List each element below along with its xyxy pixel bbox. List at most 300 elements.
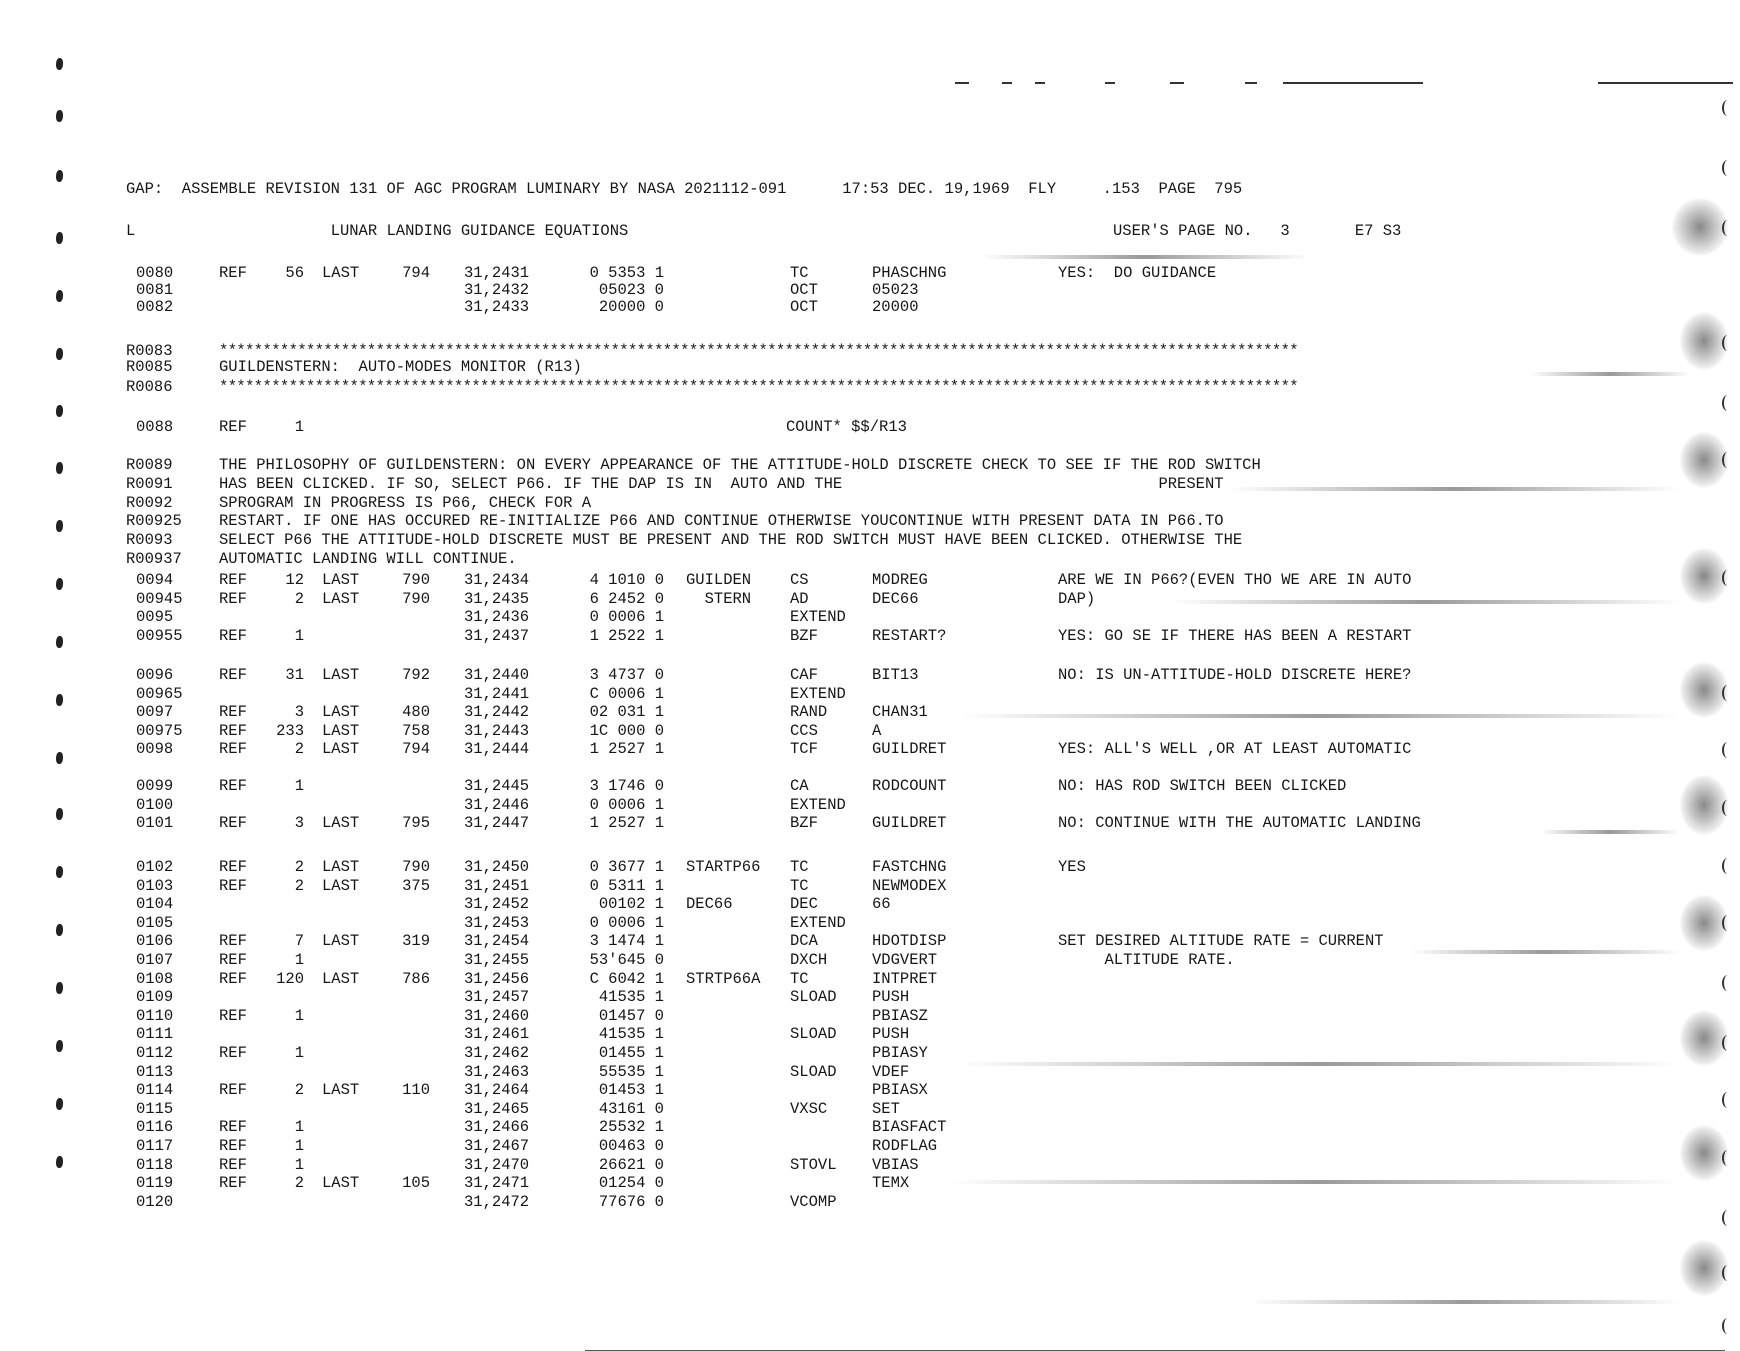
users-page-number: USER'S PAGE NO. 3 E7 S3 <box>1113 222 1402 240</box>
operand: HDOTDISP <box>872 932 947 951</box>
scan-smudge <box>1250 1300 1680 1304</box>
ref-label: REF <box>219 721 247 740</box>
address: 31,2463 <box>464 1062 530 1081</box>
ref-label: REF <box>219 1155 247 1174</box>
opcode: VXSC <box>790 1099 828 1118</box>
ref-label: REF <box>219 626 247 645</box>
octal-value: 1 2522 1 <box>589 626 664 645</box>
comment: YES: ALL'S WELL ,OR AT LEAST AUTOMATIC <box>1058 740 1412 758</box>
address: 31,2450 <box>464 858 530 876</box>
scan-smudge <box>980 255 1310 259</box>
seq-number: 0096 <box>136 666 174 684</box>
ref-count: 3 <box>294 814 304 832</box>
operand: CHAN31 <box>872 703 928 721</box>
opcode: OCT <box>790 281 818 299</box>
section-header <box>126 222 628 240</box>
opcode: EXTEND <box>790 608 846 626</box>
ref-count: 1 <box>294 418 304 436</box>
ref-label: REF <box>219 264 247 282</box>
octal-value: 0 3677 1 <box>589 858 664 876</box>
octal-value: 01455 1 <box>598 1044 664 1062</box>
seq-number: 0108 <box>136 969 174 988</box>
last-label: LAST <box>322 589 360 608</box>
octal-value: 1C 000 0 <box>589 721 664 740</box>
ref-count: 1 <box>294 1137 304 1155</box>
binder-hole-mark <box>56 462 63 474</box>
comment-text: SELECT P66 THE ATTITUDE-HOLD DISCRETE MUST BE PRESENT AND THE ROD SWITCH MUST HAVE BEEN CLICKED. OTHERWISE THE <box>219 531 1243 550</box>
scan-smudge <box>950 1180 1680 1184</box>
last-page: 375 <box>402 876 430 895</box>
seq-number: 0119 <box>136 1174 174 1193</box>
edge-mark <box>1722 160 1733 176</box>
opcode: SLOAD <box>790 988 837 1007</box>
ref-count: 2 <box>294 858 304 876</box>
seq-number: R0086 <box>126 378 173 396</box>
seq-number: 0113 <box>136 1062 174 1081</box>
section-title: LUNAR LANDING GUIDANCE EQUATIONS <box>330 222 629 240</box>
ref-label: REF <box>219 876 247 895</box>
binder-hole-mark <box>56 405 63 417</box>
opcode: TC <box>790 969 809 988</box>
seq-number: 0097 <box>136 703 174 721</box>
octal-value: 01453 1 <box>598 1081 664 1100</box>
ref-label: REF <box>219 1081 247 1100</box>
symbol-label: GUILDEN <box>686 571 752 589</box>
octal-value: 1 2527 1 <box>589 814 664 832</box>
listing-header: GAP: ASSEMBLE REVISION 131 OF AGC PROGRAM LUMINARY BY NASA 2021112-091 17:53 DEC. 19,1969 FLY .153 PAGE 795 <box>126 180 1243 198</box>
operand: VDGVERT <box>872 951 938 969</box>
operand: FASTCHNG <box>872 858 947 876</box>
address: 31,2456 <box>464 969 530 988</box>
opcode: TCF <box>790 740 818 758</box>
seq-number: 0115 <box>136 1099 174 1118</box>
last-page: 480 <box>402 703 430 721</box>
opcode: TC <box>790 858 809 876</box>
seq-number: 0116 <box>136 1118 174 1137</box>
seq-number: 0107 <box>136 951 174 969</box>
opcode: TC <box>790 876 809 895</box>
ref-count: 1 <box>294 951 304 969</box>
octal-value: 01254 0 <box>598 1174 664 1193</box>
ref-label: REF <box>219 740 247 758</box>
octal-value: 41535 1 <box>598 1025 664 1044</box>
scan-blot <box>1680 775 1728 835</box>
operand: GUILDRET <box>872 740 947 758</box>
comment: ARE WE IN P66?(EVEN THO WE ARE IN AUTO <box>1058 571 1412 589</box>
opcode: AD <box>790 589 809 608</box>
scan-blot <box>1680 548 1728 604</box>
comment: ALTITUDE RATE. <box>1058 951 1235 969</box>
operand: RESTART? <box>872 626 947 645</box>
binder-hole-mark <box>56 170 63 182</box>
edge-mark <box>1722 742 1733 758</box>
seq-number: 0102 <box>136 858 174 876</box>
ref-label: REF <box>219 589 247 608</box>
opcode: DXCH <box>790 951 828 969</box>
ref-count: 1 <box>294 626 304 645</box>
binder-hole-mark <box>56 348 63 360</box>
last-page: 790 <box>402 571 430 589</box>
octal-value: 53'645 0 <box>589 951 664 969</box>
last-page: 110 <box>402 1081 430 1100</box>
opcode: DEC <box>790 895 818 914</box>
comment-text: HAS BEEN CLICKED. IF SO, SELECT P66. IF THE DAP IS IN AUTO AND THE PRESENT <box>219 474 1224 493</box>
address: 31,2442 <box>464 703 530 721</box>
scan-smudge <box>1170 600 1680 604</box>
binder-hole-mark <box>56 1098 63 1110</box>
comment: SET DESIRED ALTITUDE RATE = CURRENT <box>1058 932 1384 951</box>
count-directive: COUNT* $$/R13 <box>786 418 907 436</box>
last-label: LAST <box>322 1174 360 1193</box>
seq-number: 00955 <box>136 626 183 645</box>
seq-number: 0117 <box>136 1137 174 1155</box>
seq-number: R00925 <box>126 512 182 531</box>
top-dash <box>1283 82 1423 84</box>
octal-value: 26621 0 <box>598 1155 664 1174</box>
opcode: CAF <box>790 666 818 684</box>
scan-smudge <box>1530 372 1690 376</box>
comment: YES <box>1058 858 1086 876</box>
octal-value: 0 5311 1 <box>589 876 664 895</box>
seq-number: 0111 <box>136 1025 174 1044</box>
octal-value: 3 4737 0 <box>589 666 664 684</box>
comment-text: RESTART. IF ONE HAS OCCURED RE-INITIALIZE P66 AND CONTINUE OTHERWISE YOUCONTINUE WITH PRESENT DATA IN P66.TO <box>219 512 1224 531</box>
last-label: LAST <box>322 703 360 721</box>
octal-value: 0 0006 1 <box>589 913 664 932</box>
octal-value: 0 5353 1 <box>589 264 664 282</box>
opcode: EXTEND <box>790 795 846 814</box>
address: 31,2454 <box>464 932 530 951</box>
octal-value: 6 2452 0 <box>589 589 664 608</box>
operand: MODREG <box>872 571 928 589</box>
address: 31,2452 <box>464 895 530 914</box>
ref-count: 1 <box>294 1155 304 1174</box>
operand: 05023 <box>872 281 919 299</box>
last-page: 319 <box>402 932 430 951</box>
octal-value: 00102 1 <box>598 895 664 914</box>
symbol-label: STERN <box>686 589 752 608</box>
seq-number: 0101 <box>136 814 174 832</box>
ref-label: REF <box>219 969 247 988</box>
opcode: RAND <box>790 703 828 721</box>
binder-hole-mark <box>56 1040 63 1052</box>
address: 31,2446 <box>464 795 530 814</box>
opcode: CCS <box>790 721 818 740</box>
opcode: TC <box>790 264 809 282</box>
address: 31,2437 <box>464 626 530 645</box>
octal-value: C 0006 1 <box>589 684 664 703</box>
edge-mark <box>1722 395 1733 411</box>
address: 31,2451 <box>464 876 530 895</box>
seq-number: 0081 <box>136 281 174 299</box>
operand: RODCOUNT <box>872 777 947 795</box>
ref-label: REF <box>219 1174 247 1193</box>
top-dash <box>1002 82 1012 84</box>
last-page: 792 <box>402 666 430 684</box>
opcode: EXTEND <box>790 913 846 932</box>
octal-value: 3 1746 0 <box>589 777 664 795</box>
last-page: 794 <box>402 264 430 282</box>
octal-value: 77676 0 <box>598 1192 664 1211</box>
last-page: 758 <box>402 721 430 740</box>
operand: 20000 <box>872 298 919 316</box>
ref-label: REF <box>219 1044 247 1062</box>
seq-number: R0092 <box>126 493 173 512</box>
last-page: 794 <box>402 740 430 758</box>
operand: PBIASZ <box>872 1006 928 1025</box>
scan-blot <box>1680 312 1728 370</box>
binder-hole-mark <box>56 866 63 878</box>
last-label: LAST <box>322 666 360 684</box>
operand: PBIASX <box>872 1081 928 1100</box>
operand: DEC66 <box>872 589 919 608</box>
seq-number: 0100 <box>136 795 174 814</box>
comment-text: SPROGRAM IN PROGRESS IS P66, CHECK FOR A <box>219 493 592 512</box>
ref-label: REF <box>219 418 247 436</box>
ref-count: 1 <box>294 1118 304 1137</box>
seq-number: R0089 <box>126 456 173 474</box>
opcode: BZF <box>790 814 818 832</box>
ref-label: REF <box>219 951 247 969</box>
seq-number: 0095 <box>136 608 174 626</box>
ref-count: 3 <box>294 703 304 721</box>
top-dash <box>1035 82 1045 84</box>
ref-count: 7 <box>294 932 304 951</box>
address: 31,2441 <box>464 684 530 703</box>
address: 31,2464 <box>464 1081 530 1100</box>
scan-smudge <box>1540 830 1680 834</box>
scan-smudge <box>960 1062 1680 1066</box>
seq-number: 0080 <box>136 264 174 282</box>
address: 31,2471 <box>464 1174 530 1193</box>
seq-number: 0098 <box>136 740 174 758</box>
octal-value: 55535 1 <box>598 1062 664 1081</box>
seq-number: 00975 <box>136 721 183 740</box>
seq-number: 0094 <box>136 571 174 589</box>
operand: PHASCHNG <box>872 264 947 282</box>
scan-blot <box>1672 198 1728 256</box>
edge-mark <box>1722 1092 1733 1108</box>
last-page: 795 <box>402 814 430 832</box>
symbol-label: DEC66 <box>686 895 733 914</box>
ref-label: REF <box>219 1118 247 1137</box>
ref-count: 120 <box>276 969 304 988</box>
operand: BIT13 <box>872 666 919 684</box>
scan-smudge <box>1230 487 1680 491</box>
seq-number: 0112 <box>136 1044 174 1062</box>
address: 31,2440 <box>464 666 530 684</box>
operand: INTPRET <box>872 969 938 988</box>
octal-value: 00463 0 <box>598 1137 664 1155</box>
last-label: LAST <box>322 264 360 282</box>
seq-number: 0104 <box>136 895 174 914</box>
address: 31,2472 <box>464 1192 530 1211</box>
scan-blot <box>1680 1010 1728 1066</box>
ref-label: REF <box>219 814 247 832</box>
address: 31,2465 <box>464 1099 530 1118</box>
ref-count: 2 <box>294 1174 304 1193</box>
address: 31,2434 <box>464 571 530 589</box>
scan-smudge <box>960 714 1680 718</box>
binder-hole-mark <box>56 58 63 70</box>
address: 31,2445 <box>464 777 530 795</box>
operand: VDEF <box>872 1062 910 1081</box>
operand: PUSH <box>872 988 910 1007</box>
operand: SET <box>872 1099 900 1118</box>
top-dash <box>1170 82 1184 84</box>
address: 31,2466 <box>464 1118 530 1137</box>
last-label: LAST <box>322 721 360 740</box>
operand: PBIASY <box>872 1044 928 1062</box>
scan-blot <box>1680 1125 1728 1181</box>
last-page: 790 <box>402 589 430 608</box>
address: 31,2467 <box>464 1137 530 1155</box>
opcode: SLOAD <box>790 1025 837 1044</box>
ref-count: 1 <box>294 1006 304 1025</box>
seq-number: R00937 <box>126 550 182 568</box>
edge-mark <box>1722 858 1733 874</box>
comment-text: THE PHILOSOPHY OF GUILDENSTERN: ON EVERY APPEARANCE OF THE ATTITUDE-HOLD DISCRETE CHECK TO SEE IF THE ROD SWITCH <box>219 456 1261 474</box>
operand: TEMX <box>872 1174 910 1193</box>
section-letter: L <box>126 222 136 240</box>
comment: DAP) <box>1058 589 1096 608</box>
ref-count: 31 <box>285 666 304 684</box>
last-label: LAST <box>322 932 360 951</box>
ref-label: REF <box>219 1006 247 1025</box>
address: 31,2462 <box>464 1044 530 1062</box>
ref-label: REF <box>219 1137 247 1155</box>
octal-value: 02 031 1 <box>589 703 664 721</box>
scan-blot <box>1680 432 1728 488</box>
address: 31,2460 <box>464 1006 530 1025</box>
binder-hole-mark <box>56 982 63 994</box>
octal-value: 43161 0 <box>598 1099 664 1118</box>
binder-hole-mark <box>56 694 63 706</box>
octal-value: 3 1474 1 <box>589 932 664 951</box>
scan-blot <box>1680 895 1728 951</box>
octal-value: 25532 1 <box>598 1118 664 1137</box>
address: 31,2433 <box>464 298 530 316</box>
last-label: LAST <box>322 876 360 895</box>
routine-title: GUILDENSTERN: AUTO-MODES MONITOR (R13) <box>219 358 582 376</box>
binder-hole-mark <box>56 924 63 936</box>
octal-value: 20000 0 <box>598 298 664 316</box>
ref-count: 1 <box>294 777 304 795</box>
ref-count: 2 <box>294 740 304 758</box>
scan-blot <box>1680 662 1728 718</box>
opcode: DCA <box>790 932 818 951</box>
binder-hole-mark <box>56 1156 63 1168</box>
ref-label: REF <box>219 858 247 876</box>
binder-hole-mark <box>56 752 63 764</box>
opcode: BZF <box>790 626 818 645</box>
binder-hole-mark <box>56 110 63 122</box>
seq-number: 0099 <box>136 777 174 795</box>
opcode: EXTEND <box>790 684 846 703</box>
opcode: STOVL <box>790 1155 837 1174</box>
ref-label: REF <box>219 666 247 684</box>
last-label: LAST <box>322 740 360 758</box>
seq-number: 0120 <box>136 1192 174 1211</box>
top-dash <box>1105 82 1115 84</box>
last-label: LAST <box>322 858 360 876</box>
edge-mark <box>1722 1318 1733 1334</box>
seq-number: 0114 <box>136 1081 174 1100</box>
edge-mark <box>1722 975 1733 991</box>
operand: PUSH <box>872 1025 910 1044</box>
seq-number: 0109 <box>136 988 174 1007</box>
octal-value: 05023 0 <box>598 281 664 299</box>
seq-number: 0103 <box>136 876 174 895</box>
last-label: LAST <box>322 1081 360 1100</box>
address: 31,2470 <box>464 1155 530 1174</box>
banner-stars: **************************************************************************************************************************** <box>219 342 1298 360</box>
address: 31,2447 <box>464 814 530 832</box>
top-dash <box>1245 82 1257 84</box>
seq-number: 0088 <box>136 418 174 436</box>
last-label: LAST <box>322 969 360 988</box>
scan-smudge <box>1410 950 1680 954</box>
octal-value: C 6042 1 <box>589 969 664 988</box>
ref-count: 2 <box>294 589 304 608</box>
top-dash <box>955 82 969 84</box>
operand: VBIAS <box>872 1155 919 1174</box>
seq-number: 00965 <box>136 684 183 703</box>
octal-value: 4 1010 0 <box>589 571 664 589</box>
comment: YES: GO SE IF THERE HAS BEEN A RESTART <box>1058 626 1412 645</box>
ref-count: 56 <box>285 264 304 282</box>
address: 31,2455 <box>464 951 530 969</box>
seq-number: R0083 <box>126 342 173 360</box>
symbol-label: STRTP66A <box>686 969 761 988</box>
operand: RODFLAG <box>872 1137 938 1155</box>
ref-count: 12 <box>285 571 304 589</box>
seq-number: R0091 <box>126 474 173 493</box>
last-page: 786 <box>402 969 430 988</box>
binder-hole-mark <box>56 232 63 244</box>
opcode: OCT <box>790 298 818 316</box>
binder-hole-mark <box>56 520 63 532</box>
octal-value: 0 0006 1 <box>589 795 664 814</box>
operand: GUILDRET <box>872 814 947 832</box>
address: 31,2453 <box>464 913 530 932</box>
opcode: SLOAD <box>790 1062 837 1081</box>
address: 31,2443 <box>464 721 530 740</box>
operand: 66 <box>872 895 891 914</box>
last-label: LAST <box>322 571 360 589</box>
operand: BIASFACT <box>872 1118 947 1137</box>
opcode: CS <box>790 571 809 589</box>
comment: YES: DO GUIDANCE <box>1058 264 1217 282</box>
scan-blot <box>1680 1240 1728 1296</box>
comment-text: AUTOMATIC LANDING WILL CONTINUE. <box>219 550 517 568</box>
ref-label: REF <box>219 777 247 795</box>
address: 31,2461 <box>464 1025 530 1044</box>
address: 31,2432 <box>464 281 530 299</box>
seq-number: R0085 <box>126 358 173 376</box>
operand: A <box>872 721 882 740</box>
octal-value: 41535 1 <box>598 988 664 1007</box>
octal-value: 1 2527 1 <box>589 740 664 758</box>
edge-mark <box>1722 1210 1733 1226</box>
ref-count: 2 <box>294 876 304 895</box>
address: 31,2431 <box>464 264 530 282</box>
symbol-label: STARTP66 <box>686 858 761 876</box>
ref-count: 1 <box>294 1044 304 1062</box>
seq-number: 0110 <box>136 1006 174 1025</box>
opcode: VCOMP <box>790 1192 837 1211</box>
binder-hole-mark <box>56 808 63 820</box>
